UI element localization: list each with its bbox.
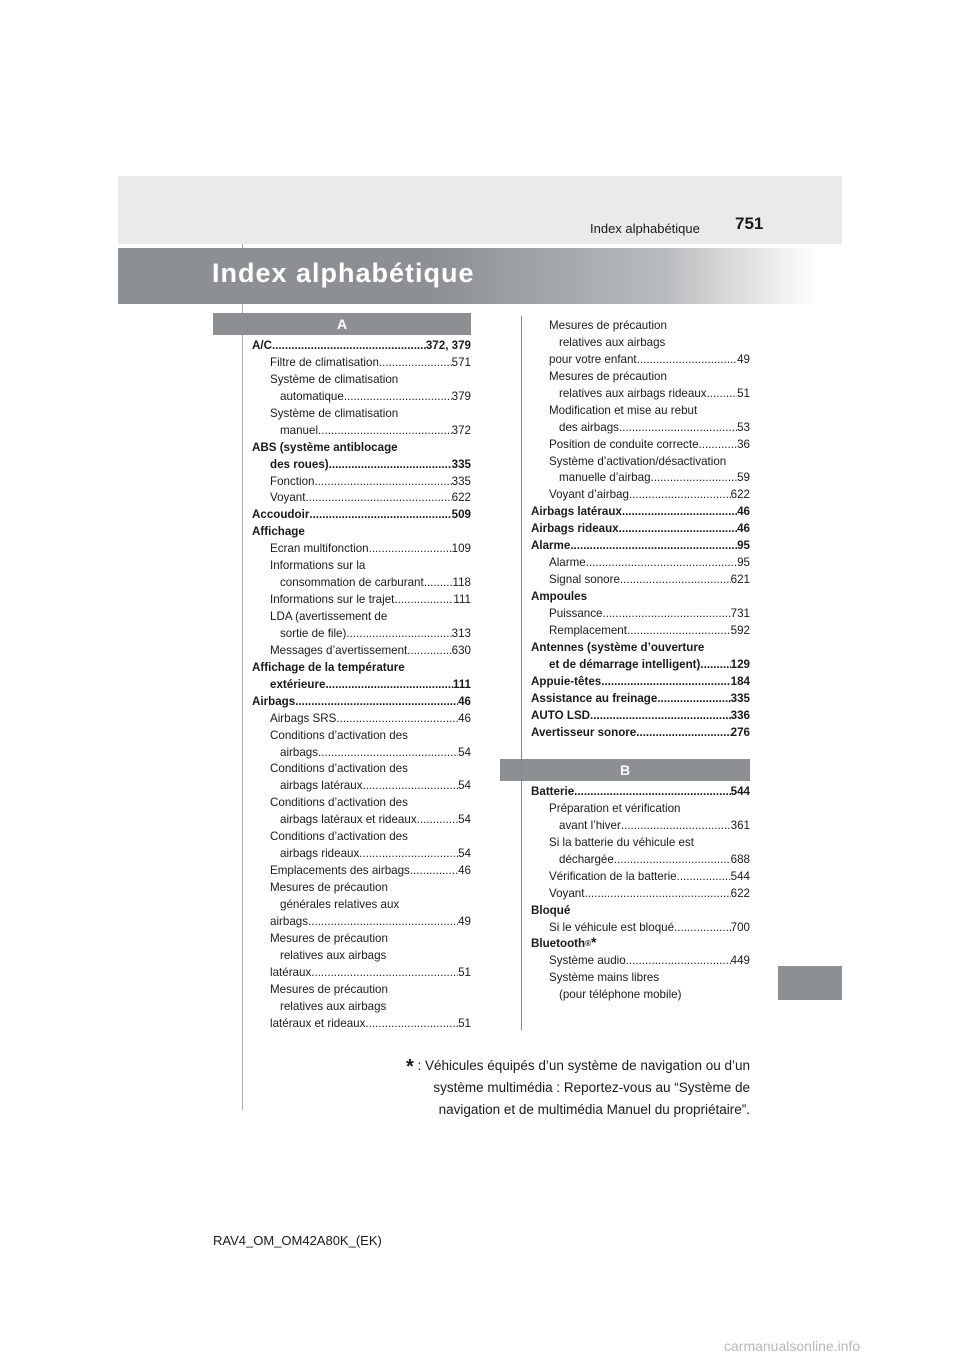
dot-leader <box>346 626 451 643</box>
index-entry-label: Airbags <box>252 694 296 708</box>
index-entry <box>531 657 750 674</box>
index-entry-page: 54 <box>458 813 471 827</box>
index-entry <box>531 970 750 987</box>
index-entry-label: Affichage de la température <box>252 660 405 674</box>
index-entry-label: sortie de file) <box>280 626 347 640</box>
index-entry <box>531 886 750 903</box>
index-entry-page: 731 <box>730 606 750 620</box>
index-entry <box>252 897 471 914</box>
page-number: 751 <box>735 214 764 233</box>
index-entry <box>531 835 750 852</box>
index-entry <box>252 558 471 575</box>
dot-leader <box>318 423 452 440</box>
dot-leader <box>657 691 730 708</box>
index-entry <box>252 406 471 423</box>
index-entry-label: générales relatives aux <box>280 897 400 911</box>
index-entry-label: Airbags latéraux <box>531 505 622 519</box>
dot-leader <box>627 623 731 640</box>
index-entry-label: automatique <box>280 389 344 403</box>
index-entry <box>252 338 471 355</box>
index-entry-label: Accoudoir <box>252 508 310 522</box>
index-entry-page: 622 <box>730 886 750 900</box>
index-entry-page: 335 <box>451 457 471 471</box>
dot-leader <box>314 474 451 491</box>
index-entry <box>252 795 471 812</box>
index-entry <box>252 965 471 982</box>
index-column-right-b <box>531 784 750 1004</box>
index-entry-page: 51 <box>737 386 750 400</box>
dot-leader <box>700 657 730 674</box>
index-entry-label: A/C <box>252 339 272 352</box>
index-entry-label: Mesures de précaution <box>270 881 388 894</box>
index-entry-page: 46 <box>458 694 471 708</box>
index-entry-label: (pour téléphone mobile) <box>559 988 682 1002</box>
index-entry-label: Bloqué <box>531 903 571 917</box>
index-entry-label: Appuie-têtes <box>531 674 602 688</box>
index-entry-superscript: ®* <box>585 934 597 951</box>
dot-leader <box>699 437 738 454</box>
index-entry <box>252 524 471 541</box>
index-entry-label: airbags <box>280 745 319 759</box>
index-entry <box>531 420 750 437</box>
dot-leader <box>626 953 731 970</box>
footnote-line-1: * : Véhicules équipés d’un système de navigation ou d’un <box>405 1056 750 1078</box>
index-entry-label: Conditions d’activation des <box>270 728 408 742</box>
index-entry <box>252 745 471 762</box>
column-divider <box>521 316 522 1030</box>
index-entry <box>252 423 471 440</box>
dot-leader <box>590 708 731 725</box>
dot-leader <box>424 575 453 592</box>
page-title: Index alphabétique <box>212 258 475 288</box>
dot-leader <box>614 852 731 869</box>
index-entry-star: * <box>591 934 597 951</box>
index-entry <box>252 846 471 863</box>
index-entry-page: 700 <box>730 920 750 934</box>
index-entry <box>531 936 750 953</box>
index-entry-label: Conditions d’activation des <box>270 762 408 776</box>
dot-leader <box>309 507 451 524</box>
dot-leader <box>305 490 451 507</box>
index-entry <box>252 880 471 897</box>
index-entry <box>531 784 750 801</box>
dot-leader <box>407 643 451 660</box>
document-code: RAV4_OM_OM42A80K_(EK) <box>213 1233 382 1248</box>
index-entry <box>531 318 750 335</box>
index-entry-label: Système de climatisation <box>270 406 399 420</box>
index-entry-label: Conditions d’activation des <box>270 796 408 810</box>
index-entry-label: latéraux <box>270 965 312 979</box>
index-entry-page: 372, 379 <box>425 339 471 352</box>
index-entry-label: des roues) <box>270 457 329 471</box>
index-entry <box>531 987 750 1004</box>
index-entry <box>252 778 471 795</box>
dot-leader <box>369 541 452 558</box>
index-entry-label: Ecran multifonction <box>270 542 369 556</box>
index-entry-label: Alarme <box>549 556 586 570</box>
index-entry-label: Airbags rideaux <box>531 522 619 536</box>
dot-leader <box>601 674 730 691</box>
index-entry <box>252 355 471 372</box>
index-entry <box>252 626 471 643</box>
index-entry <box>531 487 750 504</box>
index-entry-label: Bluetooth <box>531 937 586 951</box>
index-entry <box>252 761 471 778</box>
dot-leader <box>417 812 458 829</box>
section-header-a: A <box>213 313 471 335</box>
index-entry <box>531 920 750 937</box>
dot-leader <box>394 592 453 609</box>
index-entry-label: Puissance <box>549 606 603 620</box>
index-entry <box>531 555 750 572</box>
index-entry <box>531 903 750 920</box>
index-entry-label: Voyant <box>270 491 306 505</box>
index-entry-page: 571 <box>451 355 471 369</box>
index-entry-label: airbags latéraux et rideaux <box>280 813 417 827</box>
index-entry-page: 622 <box>451 491 471 505</box>
dot-leader <box>621 818 731 835</box>
dot-leader <box>311 965 458 982</box>
index-entry-page: 379 <box>451 389 471 403</box>
dot-leader <box>336 711 458 728</box>
index-entry <box>531 640 750 657</box>
dot-leader <box>629 487 731 504</box>
index-entry <box>531 852 750 869</box>
dot-leader <box>329 457 452 474</box>
index-entry <box>531 953 750 970</box>
index-entry <box>531 708 750 725</box>
dot-leader <box>308 914 458 931</box>
index-entry-page: 335 <box>451 474 471 488</box>
index-entry-page: 118 <box>452 576 471 590</box>
index-entry-page: 46 <box>458 864 471 878</box>
index-entry <box>531 335 750 352</box>
index-entry-page: 49 <box>737 352 750 366</box>
index-entry-page: 630 <box>451 643 471 657</box>
index-entry-page: 361 <box>730 818 750 832</box>
index-entry-label: relatives aux airbags rideaux <box>559 386 707 400</box>
index-entry-page: 509 <box>451 508 471 522</box>
index-entry-label: Antennes (système d’ouverture <box>531 640 705 654</box>
index-entry-page: 54 <box>458 847 471 861</box>
index-entry <box>252 609 471 626</box>
index-entry-label: déchargée <box>559 852 614 866</box>
index-entry-label: relatives aux airbags <box>280 948 387 962</box>
index-entry-page: 111 <box>452 677 471 691</box>
index-entry-page: 46 <box>737 522 750 536</box>
index-entry <box>531 437 750 454</box>
dot-leader <box>325 677 452 694</box>
chapter-tab <box>778 966 842 1000</box>
index-entry-label: avant l’hiver <box>559 818 621 832</box>
index-entry-label: latéraux et rideaux <box>270 1016 366 1030</box>
index-entry <box>531 538 750 555</box>
index-entry-page: 36 <box>737 437 750 451</box>
index-entry <box>531 674 750 691</box>
dot-leader <box>619 420 737 437</box>
dot-leader <box>651 470 738 487</box>
index-entry-label: Alarme <box>531 539 571 553</box>
index-entry-page: 372 <box>451 423 471 437</box>
index-entry <box>252 982 471 999</box>
index-entry-page: 184 <box>730 674 750 688</box>
index-entry-page: 95 <box>737 539 750 553</box>
index-entry-label: Batterie <box>531 785 575 798</box>
index-entry-label: Emplacements des airbags <box>270 864 410 878</box>
index-entry-label: Assistance au freinage <box>531 691 658 705</box>
index-entry <box>252 999 471 1016</box>
index-entry <box>531 691 750 708</box>
index-entry <box>531 504 750 521</box>
index-entry-label: Voyant d’airbag <box>549 488 629 502</box>
index-entry-label: Mesures de précaution <box>549 319 667 332</box>
index-entry-label: relatives aux airbags <box>559 335 666 349</box>
index-entry-page: 54 <box>458 745 471 759</box>
index-entry <box>531 801 750 818</box>
index-entry <box>252 592 471 609</box>
index-entry <box>531 454 750 471</box>
index-entry-label: Mesures de précaution <box>270 931 388 945</box>
dot-leader <box>363 778 459 795</box>
index-entry-label: Système audio <box>549 954 626 968</box>
index-entry-page: 95 <box>737 556 750 570</box>
footnote <box>390 1053 750 1121</box>
index-entry <box>252 728 471 745</box>
index-entry <box>252 948 471 965</box>
index-entry-label: airbags <box>270 914 309 928</box>
index-entry-page: 335 <box>730 691 750 705</box>
index-entry <box>531 470 750 487</box>
index-entry <box>252 575 471 592</box>
index-entry-label: Voyant <box>549 886 585 900</box>
index-entry-page: 59 <box>737 471 750 485</box>
index-entry <box>531 521 750 538</box>
index-entry-label: des airbags <box>559 420 619 434</box>
index-entry-label: Système d’activation/désactivation <box>549 454 727 468</box>
dot-leader <box>318 745 458 762</box>
index-entry-label: airbags rideaux <box>280 847 360 861</box>
index-entry <box>252 389 471 406</box>
index-column-right-a <box>531 318 750 741</box>
index-entry-label: Si le véhicule est bloqué <box>549 920 675 934</box>
index-entry-label: Vérification de la batterie <box>549 869 677 883</box>
index-entry-label: manuelle d’airbag <box>559 471 651 485</box>
index-entry-label: Avertisseur sonore <box>531 725 637 739</box>
watermark: carmanualsonline.info <box>724 1338 861 1354</box>
index-entry <box>252 643 471 660</box>
index-entry-page: 544 <box>730 785 750 798</box>
index-entry-label: et de démarrage intelligent) <box>549 657 701 671</box>
dot-leader <box>622 504 737 521</box>
header-band <box>118 176 842 244</box>
left-margin-rule <box>242 244 243 1110</box>
dot-leader <box>359 846 458 863</box>
dot-leader <box>707 386 738 403</box>
index-entry-page: 276 <box>730 725 750 739</box>
index-entry-label: extérieure <box>270 677 326 691</box>
index-entry-label: Mesures de précaution <box>549 369 667 383</box>
index-entry-page: 46 <box>458 711 471 725</box>
index-entry-label: Signal sonore <box>549 573 620 587</box>
dot-leader <box>570 538 737 555</box>
index-entry-label: Informations sur le trajet <box>270 593 395 607</box>
dot-leader <box>620 572 731 589</box>
dot-leader <box>603 606 731 623</box>
dot-leader <box>344 389 452 406</box>
index-entry <box>531 369 750 386</box>
index-entry-label: Modification et mise au rebut <box>549 403 698 417</box>
index-entry <box>252 660 471 677</box>
index-entry-label: Système mains libres <box>549 971 660 985</box>
index-entry-label: Filtre de climatisation <box>270 355 379 369</box>
index-entry <box>252 931 471 948</box>
index-entry <box>531 869 750 886</box>
index-entry <box>252 694 471 711</box>
index-entry <box>252 474 471 491</box>
index-entry <box>252 457 471 474</box>
index-entry <box>252 541 471 558</box>
index-entry-page: 51 <box>458 1016 471 1030</box>
index-entry-page: 313 <box>451 626 471 640</box>
section-header-b: B <box>500 759 750 781</box>
index-entry <box>252 829 471 846</box>
index-entry-label: ABS (système antiblocage <box>252 440 398 454</box>
footnote-line-2: système multimédia : Reportez-vous au “Système de <box>433 1080 750 1095</box>
index-entry-label: manuel <box>280 423 319 437</box>
dot-leader <box>619 521 737 538</box>
index-entry-page: 109 <box>451 542 471 556</box>
index-entry <box>531 623 750 640</box>
index-entry-label: Ampoules <box>531 590 588 603</box>
index-entry-label: AUTO LSD <box>531 708 591 722</box>
dot-leader <box>637 352 737 369</box>
index-entry <box>252 490 471 507</box>
index-entry-label: relatives aux airbags <box>280 999 387 1013</box>
index-entry <box>252 812 471 829</box>
index-entry-label: Informations sur la <box>270 559 366 573</box>
index-entry-page: 688 <box>730 852 750 866</box>
index-entry-page: 111 <box>453 593 471 607</box>
footnote-star: * <box>405 1056 414 1078</box>
footnote-line-3: navigation et de multimédia Manuel du propriétaire”. <box>438 1102 750 1117</box>
index-entry-page: 544 <box>730 869 750 883</box>
index-entry-label: Mesures de précaution <box>270 982 388 996</box>
index-entry-label: Affichage <box>252 525 305 539</box>
index-entry-page: 51 <box>458 965 471 979</box>
dot-leader <box>574 784 730 801</box>
index-entry <box>531 818 750 835</box>
index-entry <box>252 914 471 931</box>
index-entry <box>531 725 750 742</box>
index-entry-label: consommation de carburant <box>280 576 424 590</box>
index-entry <box>531 352 750 369</box>
index-entry <box>252 1016 471 1033</box>
dot-leader <box>674 920 731 937</box>
index-entry-page: 46 <box>737 505 750 519</box>
index-entry-label: Système de climatisation <box>270 372 399 386</box>
index-entry-page: 49 <box>458 914 471 928</box>
index-entry-label: Position de conduite correcte <box>549 437 699 451</box>
index-entry <box>252 711 471 728</box>
index-entry <box>252 507 471 524</box>
dot-leader <box>365 1016 458 1033</box>
index-entry <box>531 386 750 403</box>
dot-leader <box>295 694 458 711</box>
index-entry-page: 621 <box>730 573 750 587</box>
index-entry <box>252 440 471 457</box>
dot-leader <box>586 555 737 572</box>
index-entry-label: LDA (avertissement de <box>270 610 388 623</box>
index-entry <box>252 863 471 880</box>
index-entry-label: Si la batterie du véhicule est <box>549 835 695 849</box>
index-entry-label: Fonction <box>270 474 315 488</box>
index-entry-page: 336 <box>730 708 750 722</box>
index-entry <box>531 606 750 623</box>
index-entry <box>252 372 471 389</box>
dot-leader <box>410 863 458 880</box>
dot-leader <box>584 886 730 903</box>
dot-leader <box>636 725 730 742</box>
dot-leader <box>379 355 452 372</box>
index-column-left <box>252 338 471 1032</box>
dot-leader <box>677 869 731 886</box>
index-entry-label: pour votre enfant <box>549 352 637 366</box>
index-entry <box>531 572 750 589</box>
index-entry-label: Conditions d’activation des <box>270 830 408 844</box>
index-entry-page: 53 <box>737 420 750 434</box>
dot-leader <box>272 338 426 355</box>
index-entry-page: 622 <box>730 488 750 502</box>
index-entry-label: airbags latéraux <box>280 779 363 793</box>
index-entry-page: 54 <box>458 779 471 793</box>
index-entry-page: 449 <box>730 954 750 968</box>
header-section-title: Index alphabétique <box>590 221 700 236</box>
index-entry-label: Remplacement <box>549 623 627 637</box>
index-entry <box>252 677 471 694</box>
index-entry-page: 592 <box>730 623 750 637</box>
index-entry-label: Préparation et vérification <box>549 801 681 815</box>
index-entry <box>531 589 750 606</box>
index-entry <box>531 403 750 420</box>
index-entry-label: Airbags SRS <box>270 711 337 725</box>
index-entry-label: Messages d’avertissement <box>270 643 408 657</box>
index-entry-page: 129 <box>730 657 750 671</box>
